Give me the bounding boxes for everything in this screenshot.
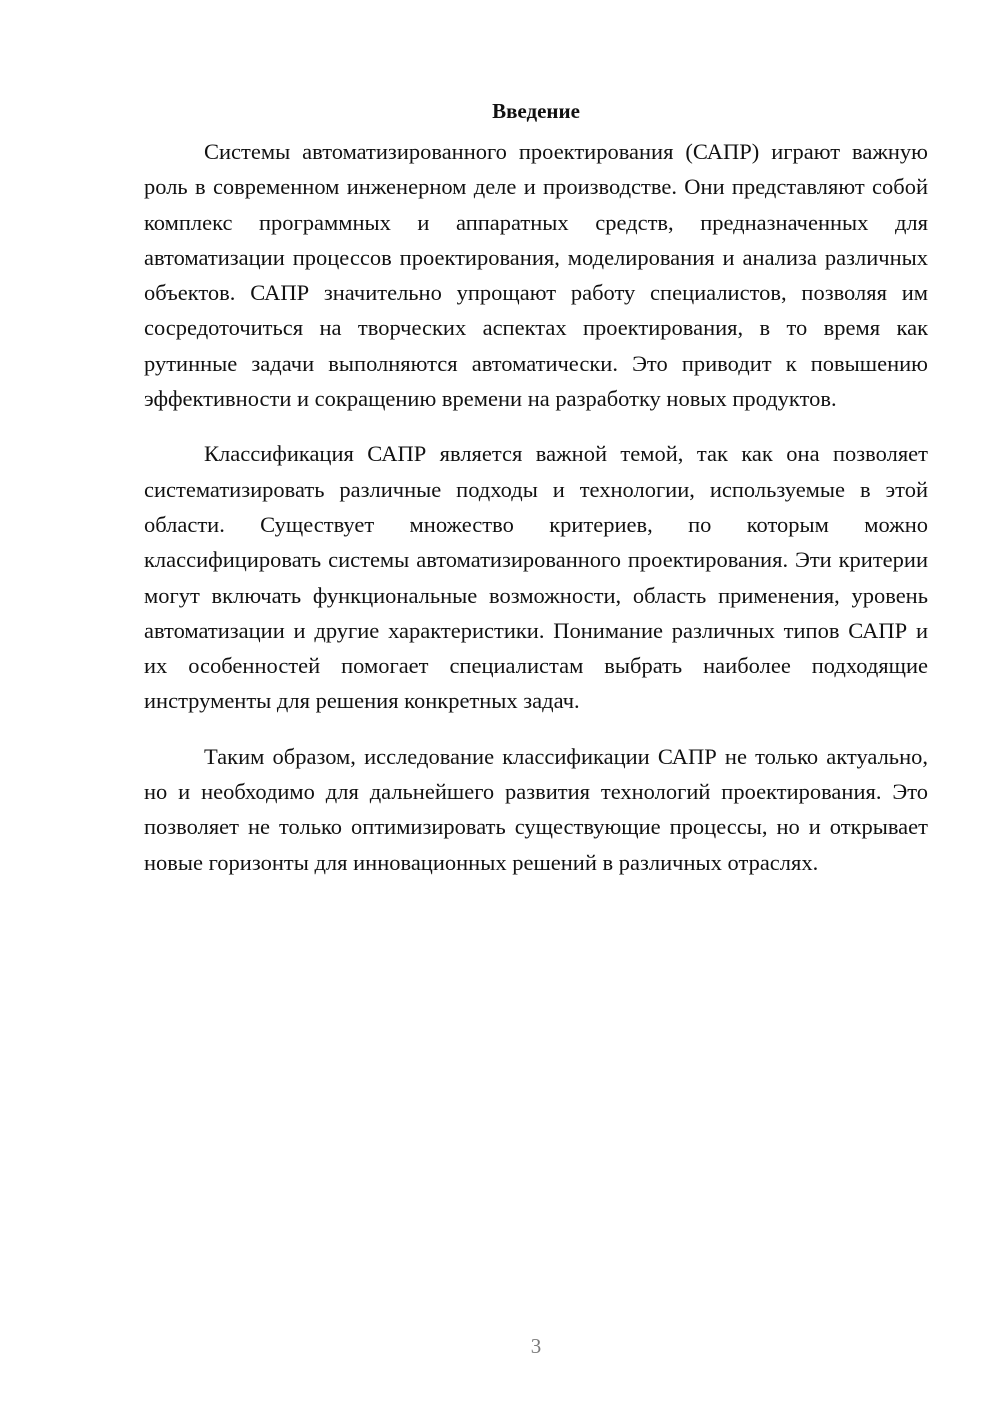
section-title: Введение bbox=[492, 99, 580, 123]
paragraph-3: Таким образом, исследование классификации САПР не только актуально, но и необходимо для дальнейшего развития технологий проектирования. Это позволяет не только оптимизировать существующие процессы, но и открывает новые горизонты для инновационных решений в различных отраслях. bbox=[144, 743, 928, 875]
paragraph-2: Классификация САПР является важной темой, так как она позволяет систематизировать различные подходы и технологии, используемые в этой области. Существует множество критериев, по которым можно классифицировать системы автоматизированного проектирования. Эти критерии могут включать функциональные возможности, область применения, уровень автоматизации и другие характеристики. Понимание различных типов САПР и их особенностей помогает специалистам выбрать наиболее подходящие инструменты для решения конкретных задач. bbox=[144, 441, 928, 714]
page-content bbox=[144, 96, 928, 880]
page-number: 3 bbox=[530, 1334, 542, 1358]
paragraph-1: Системы автоматизированного проектирования (САПР) играют важную роль в современном инженерном деле и производстве. Они представляют собой комплекс программных и аппаратных средств, предназначенных для автоматизации процессов проектирования, моделирования и анализа различных объектов. САПР значительно упрощают работу специалистов, позволяя им сосредоточиться на творческих аспектах проектирования, в то время как рутинные задачи выполняются автоматически. Это приводит к повышению эффективности и сокращению времени на разработку новых продуктов. bbox=[144, 139, 928, 412]
